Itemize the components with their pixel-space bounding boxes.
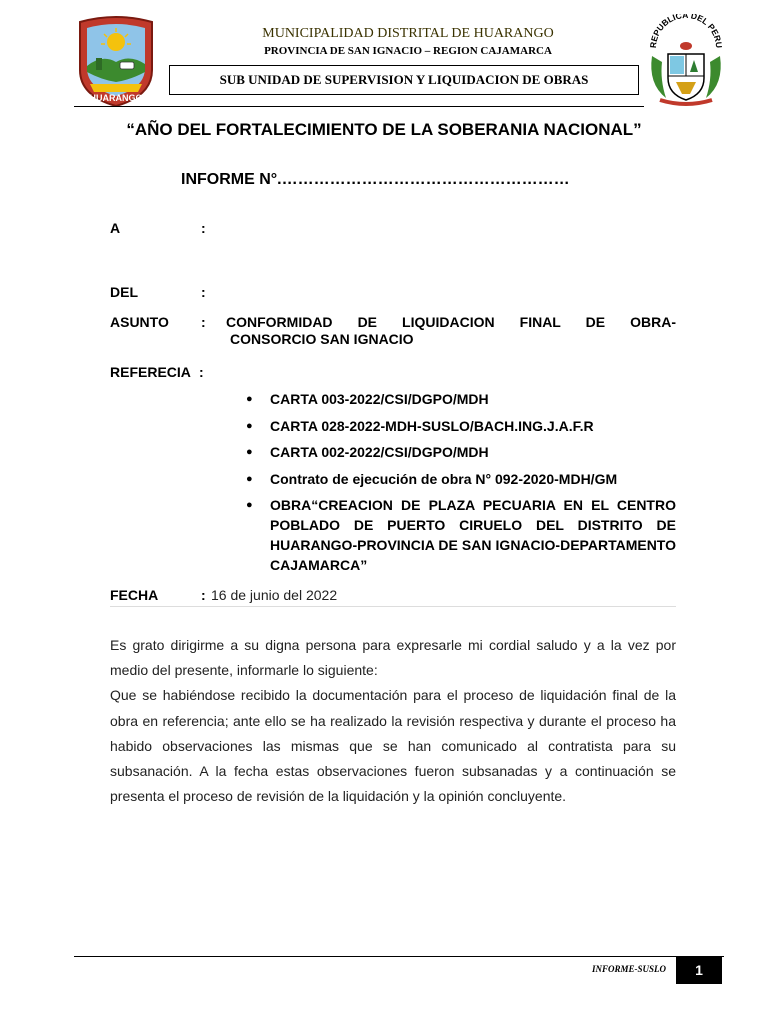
bullet-icon: ● (246, 499, 253, 511)
list-item (246, 495, 676, 575)
municipality-name: MUNICIPALIDAD DISTRITAL DE HUARANGO (262, 26, 554, 41)
reference-text: OBRA“CREACION DE PLAZA PECUARIA EN EL CENTRO POBLADO DE PUERTO CIRUELO DEL DISTRITO DE HUARANGO-PROVINCIA DE SAN IGNACIO-DEPARTAMENTO CAJAMARCA” (270, 497, 676, 573)
national-coat-of-arms (646, 14, 726, 110)
bullet-icon: ● (246, 446, 253, 458)
body-paragraph-1: Es grato dirigirme a su digna persona para expresarle mi cordial saludo y a la vez por medio del presente, informarle lo siguiente: (110, 637, 676, 679)
referencia-colon: : (199, 364, 204, 380)
header-divider (74, 106, 644, 107)
list-item (246, 389, 676, 409)
asunto-value-line1: CONFORMIDAD DE LIQUIDACION FINAL DE OBRA- (226, 314, 676, 330)
logo-text: HUARANGO (89, 93, 143, 103)
a-colon: : (201, 220, 206, 236)
list-item (246, 469, 676, 489)
bullet-icon: ● (246, 393, 253, 405)
reference-text: CARTA 002-2022/CSI/DGPO/MDH (270, 444, 489, 460)
bullet-icon: ● (246, 420, 253, 432)
fecha-value: 16 de junio del 2022 (211, 587, 338, 603)
body-paragraph-2: Que se habiéndose recibido la documentación para el proceso de liquidación final de la obra en referencia; ante ello se ha realizado la revisión respectiva y durante el proceso ha habido observaciones las mismas que se han comunicado al contratista para su subsanación. A la fecha estas observaciones fueron subsanadas y a continuación se presenta el proceso de revisión de la liquidación y la opinión concluyente. (110, 687, 676, 805)
footer-label: INFORME-SUSLO (591, 964, 666, 974)
province-region: PROVINCIA DE SAN IGNACIO – REGION CAJAMARCA (264, 45, 552, 57)
unit-name-box (169, 65, 639, 95)
asunto-value-line2: CONSORCIO SAN IGNACIO (230, 331, 414, 347)
fecha-colon: : (201, 587, 206, 603)
reference-text: CARTA 003-2022/CSI/DGPO/MDH (270, 391, 489, 407)
reference-text: CARTA 028-2022-MDH-SUSLO/BACH.ING.J.A.F.R (270, 418, 594, 434)
informe-number: INFORME N°.……………………………………………… (181, 171, 570, 188)
year-title: “AÑO DEL FORTALECIMIENTO DE LA SOBERANIA NACIONAL” (126, 120, 642, 139)
bullet-icon: ● (246, 473, 253, 485)
referencia-label: REFERECIA (110, 364, 191, 380)
footer-divider (74, 956, 724, 957)
page-number (676, 956, 722, 984)
unit-name: SUB UNIDAD DE SUPERVISION Y LIQUIDACION DE OBRAS (219, 72, 589, 87)
del-label: DEL (110, 284, 138, 300)
a-label: A (110, 220, 121, 236)
del-colon: : (201, 284, 206, 300)
body-text (110, 633, 676, 809)
fecha-label: FECHA (110, 587, 159, 603)
page-number-text: 1 (695, 962, 703, 978)
fecha-divider (110, 606, 676, 607)
reference-text: Contrato de ejecución de obra N° 092-2020-MDH/GM (270, 471, 618, 487)
list-item (246, 442, 676, 462)
asunto-colon: : (201, 314, 206, 330)
asunto-label: ASUNTO (110, 314, 169, 330)
coat-of-arms-text: REPUBLICA DEL PERU (647, 14, 725, 49)
municipality-logo (74, 14, 158, 108)
list-item (246, 416, 676, 436)
